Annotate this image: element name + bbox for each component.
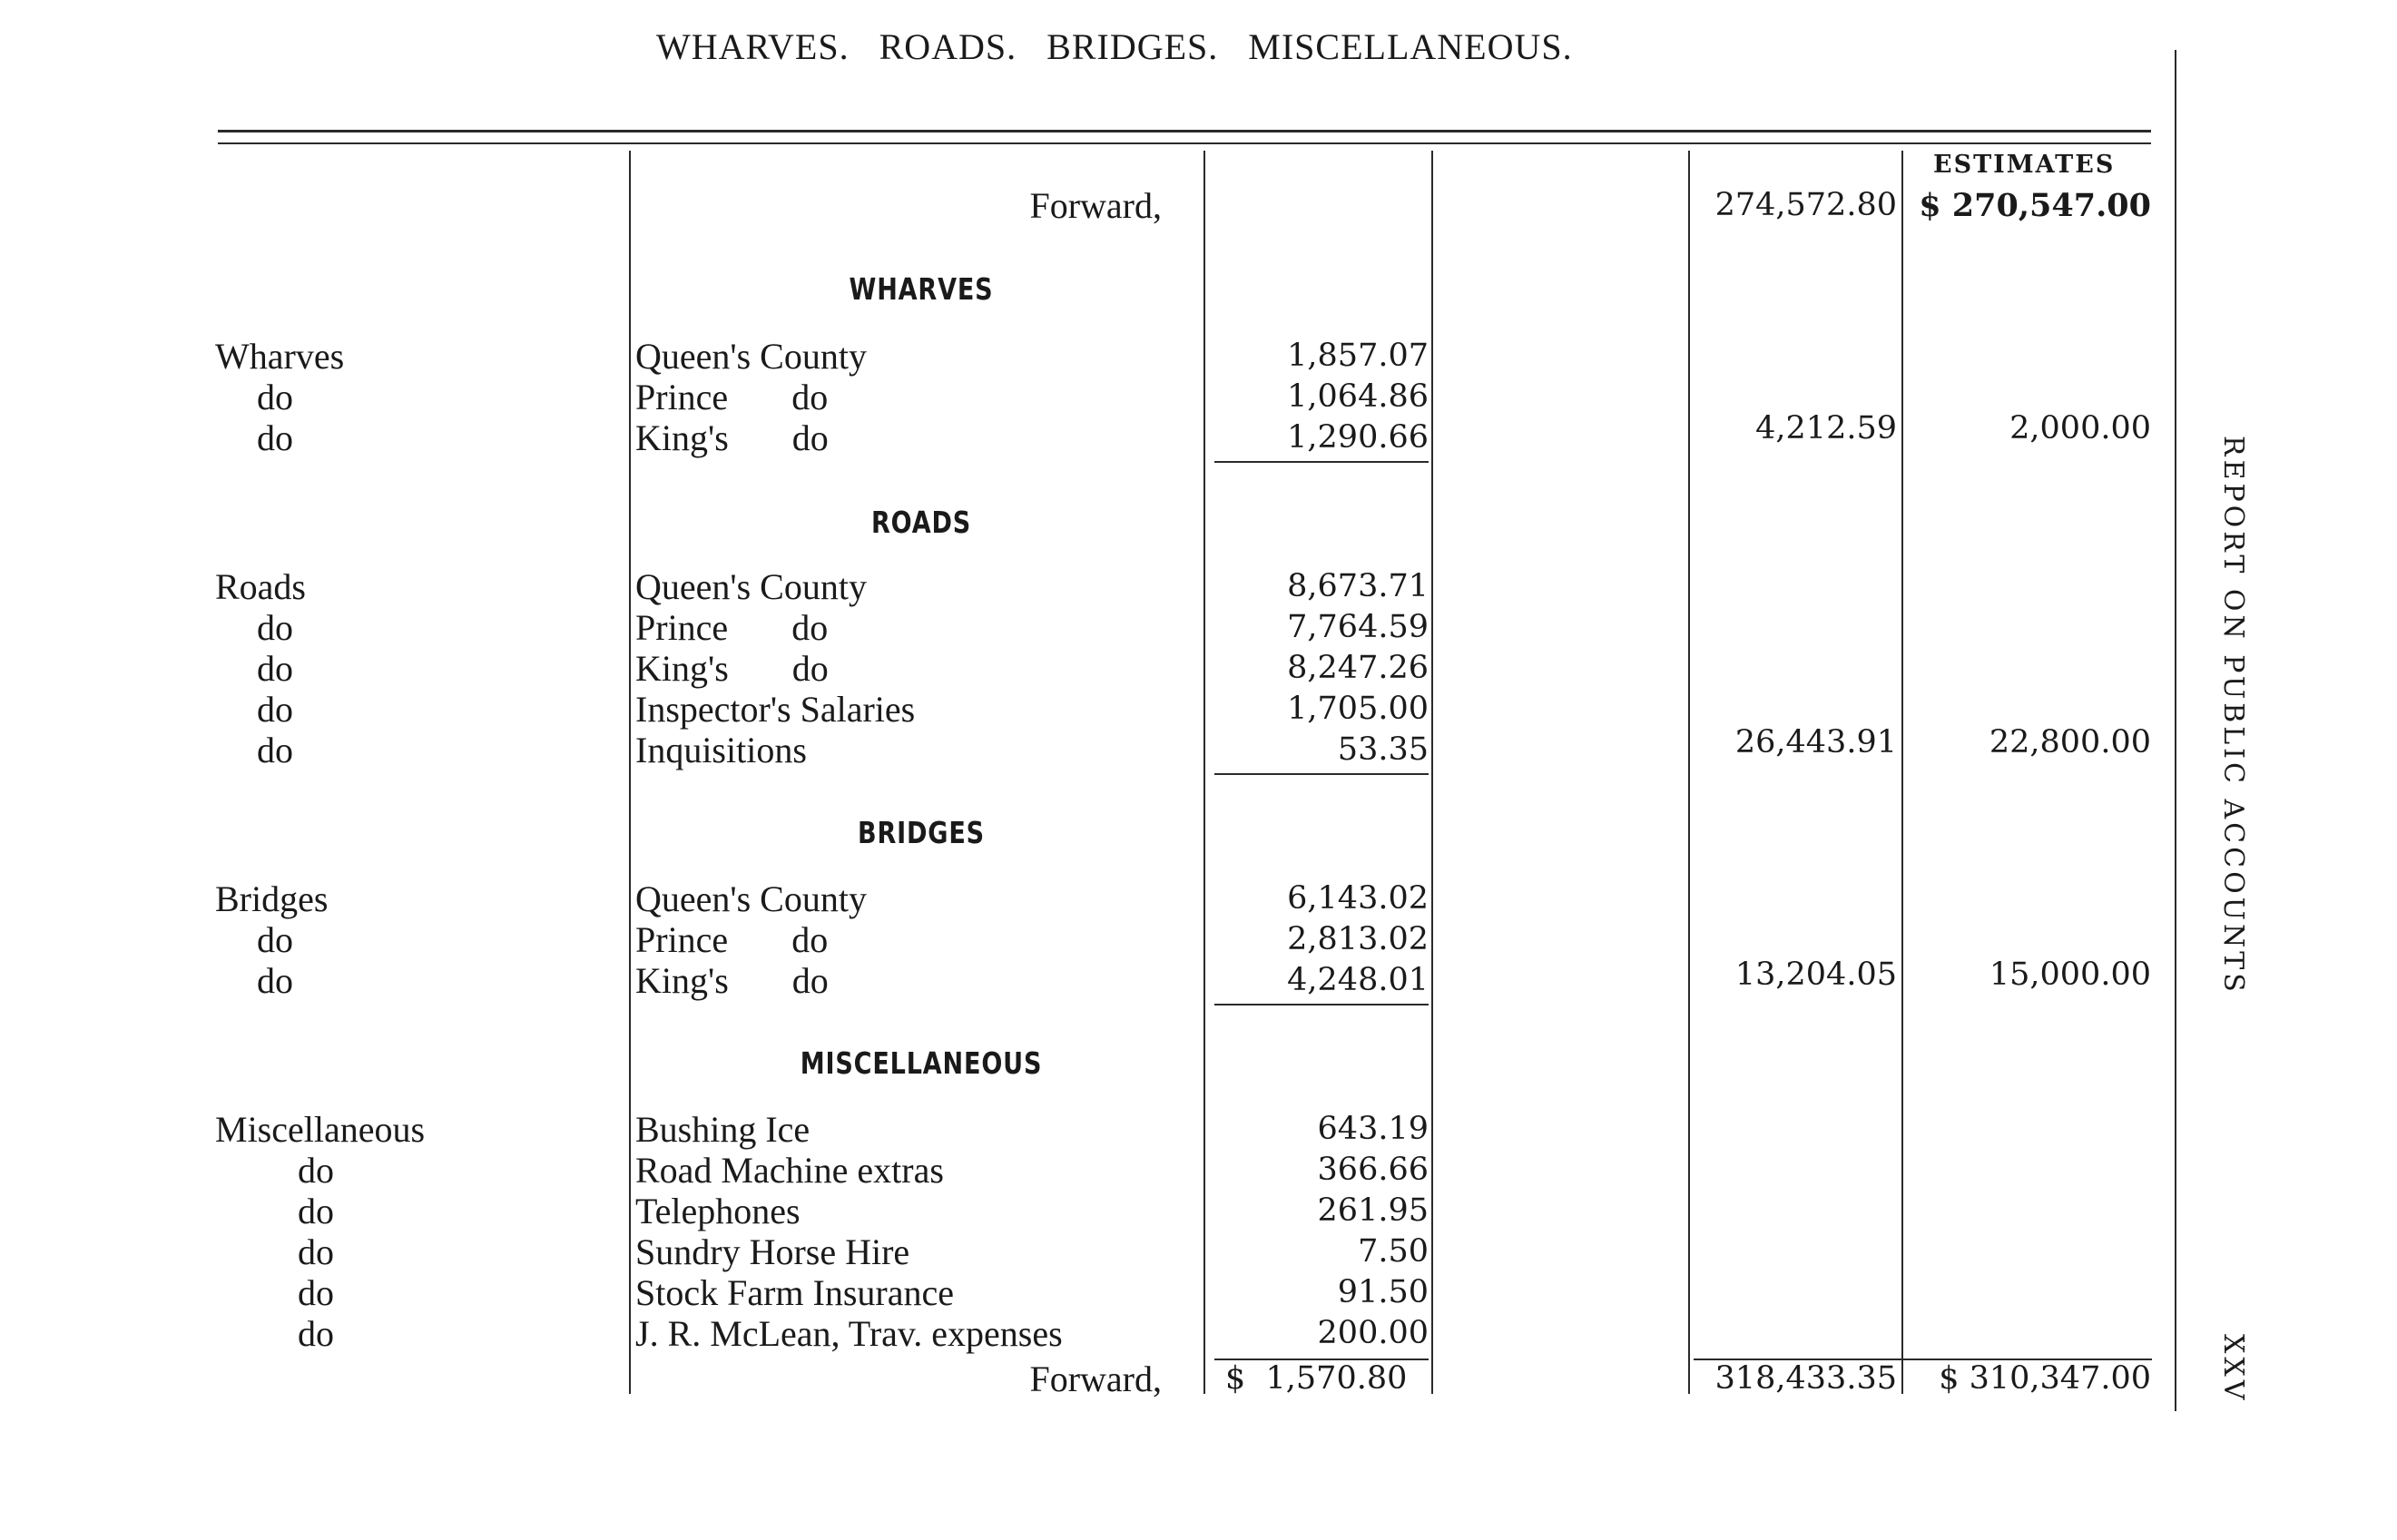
row-description: J. R. McLean, Trav. expenses — [635, 1313, 1063, 1354]
category-label: do — [257, 607, 293, 648]
page-right-rule — [2175, 50, 2176, 1411]
row-amount: 6,143.02 — [1287, 880, 1429, 917]
top-rule-2 — [218, 142, 2151, 144]
category-label: do — [257, 730, 293, 770]
bridges-total: 13,204.05 — [1734, 956, 1897, 993]
category-label: do — [257, 377, 293, 417]
section-heading-roads: ROADS — [870, 505, 972, 540]
category-label: do — [257, 689, 293, 730]
row-amount: 1,857.07 — [1287, 338, 1429, 374]
section-heading-wharves: WHARVES — [849, 271, 994, 307]
row-amount: 8,247.26 — [1287, 650, 1429, 686]
row-amount: 91.50 — [1337, 1274, 1429, 1310]
row-description: Queen's County — [635, 566, 867, 607]
row-description: Queen's County — [635, 878, 867, 919]
row-description: Inspector's Salaries — [635, 689, 916, 730]
forward-bottom-total: 318,433.35 — [1714, 1360, 1897, 1397]
forward-bottom-subtotal: $ 1,570.80 — [1225, 1360, 1408, 1397]
row-description: Inquisitions — [635, 730, 807, 770]
page-number: XXV — [2217, 1334, 2249, 1404]
row-description: King's do — [635, 417, 829, 458]
category-label: do — [257, 919, 293, 960]
category-label: do — [257, 648, 293, 689]
category-label: Miscellaneous — [215, 1109, 426, 1150]
roads-subtotal-rule — [1214, 773, 1429, 775]
wharves-estimate: 2,000.00 — [2009, 410, 2151, 446]
section-heading-bridges: BRIDGES — [858, 815, 985, 850]
row-amount: 8,673.71 — [1287, 568, 1429, 604]
row-amount: 200.00 — [1317, 1315, 1429, 1351]
row-amount: 261.95 — [1317, 1192, 1429, 1229]
row-amount: 7,764.59 — [1287, 609, 1429, 645]
category-label: Wharves — [215, 336, 345, 377]
row-amount: 1,290.66 — [1287, 419, 1429, 456]
estimates-label: ESTIMATES — [1933, 151, 2116, 179]
row-amount: 1,705.00 — [1287, 691, 1429, 727]
bridges-subtotal-rule — [1214, 1004, 1429, 1005]
column-rule-total-right — [1901, 151, 1903, 1394]
page-header-title: WHARVES. ROADS. BRIDGES. MISCELLANEOUS. — [656, 26, 1573, 67]
row-amount: 2,813.02 — [1287, 921, 1429, 957]
wharves-total: 4,212.59 — [1755, 410, 1897, 446]
category-label: do — [298, 1150, 334, 1191]
row-description: Queen's County — [635, 336, 867, 377]
row-description: Prince do — [635, 919, 829, 960]
category-label: do — [257, 417, 293, 458]
row-description: King's do — [635, 648, 829, 689]
roads-estimate: 22,800.00 — [1989, 724, 2151, 760]
forward-top-total: 274,572.80 — [1714, 187, 1897, 223]
forward-top-label: Forward, — [1029, 185, 1162, 226]
row-amount: 366.66 — [1317, 1152, 1429, 1188]
row-amount: 643.19 — [1317, 1111, 1429, 1147]
vertical-side-title: REPORT ON PUBLIC ACCOUNTS — [2217, 436, 2249, 996]
category-label: Roads — [215, 566, 306, 607]
bridges-estimate: 15,000.00 — [1989, 956, 2151, 993]
row-description: Prince do — [635, 377, 829, 417]
row-description: Telephones — [635, 1191, 801, 1231]
row-amount: 53.35 — [1337, 731, 1429, 768]
section-heading-miscellaneous: MISCELLANEOUS — [800, 1045, 1043, 1081]
row-amount: 4,248.01 — [1287, 962, 1429, 998]
row-amount: 7.50 — [1358, 1233, 1429, 1270]
row-description: Road Machine extras — [635, 1150, 944, 1191]
forward-bottom-estimate: $ 310,347.00 — [1939, 1360, 2151, 1397]
category-label: do — [298, 1191, 334, 1231]
column-rule-desc — [629, 151, 631, 1394]
column-rule-total-left — [1688, 151, 1690, 1394]
row-description: Stock Farm Insurance — [635, 1272, 955, 1313]
forward-bottom-label: Forward, — [1029, 1359, 1162, 1399]
category-label: do — [298, 1231, 334, 1272]
row-description: Prince do — [635, 607, 829, 648]
column-rule-amount-right — [1431, 151, 1433, 1394]
row-amount: 1,064.86 — [1287, 378, 1429, 415]
category-label: do — [257, 960, 293, 1001]
category-label: do — [298, 1272, 334, 1313]
wharves-subtotal-rule — [1214, 461, 1429, 463]
row-description: Sundry Horse Hire — [635, 1231, 910, 1272]
row-description: King's do — [635, 960, 829, 1001]
top-rule-1 — [218, 130, 2151, 132]
category-label: Bridges — [215, 878, 329, 919]
category-label: do — [298, 1313, 334, 1354]
roads-total: 26,443.91 — [1734, 724, 1897, 760]
forward-top-estimate: $ 270,547.00 — [1919, 187, 2151, 224]
column-rule-amount-left — [1203, 151, 1205, 1394]
row-description: Bushing Ice — [635, 1109, 810, 1150]
